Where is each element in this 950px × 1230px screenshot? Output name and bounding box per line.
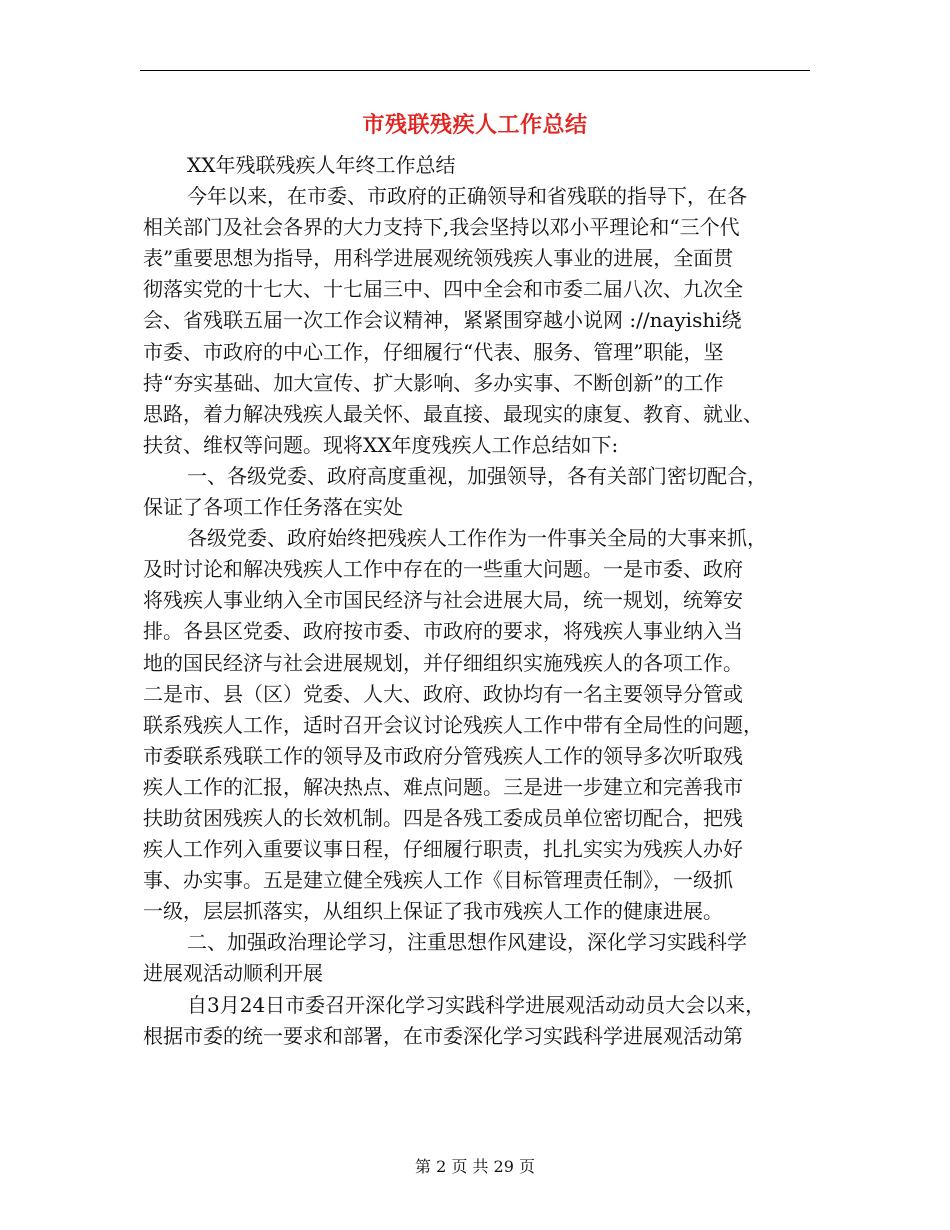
document-body	[143, 150, 815, 1052]
paragraph-line: 市委、市政府的中心工作，仔细履行“代表、服务、管理”职能，坚	[143, 339, 724, 364]
page-number-footer: 第 2 页 共 29 页	[415, 1157, 535, 1176]
paragraph-line: 将残疾人事业纳入全市国民经济与社会进展大局，统一规划，统筹安	[143, 588, 743, 613]
document-title: 市残联残疾人工作总结	[362, 112, 588, 138]
section-heading-line: 一、各级党委、政府高度重视，加强领导，各有关部门密切配合，	[187, 463, 767, 488]
paragraph-line: 根据市委的统一要求和部署，在市委深化学习实践科学进展观活动第	[143, 1023, 743, 1048]
paragraph-line: 事、办实事。五是建立健全残疾人工作《目标管理责任制》，一级抓	[143, 868, 733, 893]
paragraph-line: 一级，层层抓落实，从组织上保证了我市残疾人工作的健康进展。	[143, 899, 723, 924]
paragraph-line: 持“夯实基础、加大宣传、扩大影响、多办实事、不断创新”的工作	[143, 370, 724, 395]
paragraph-line: 联系残疾人工作，适时召开会议讨论残疾人工作中带有全局性的问题，	[143, 712, 763, 737]
paragraph-line: 疾人工作列入重要议事日程，仔细履行职责，扎扎实实为残疾人办好	[143, 837, 743, 862]
paragraph-line: 地的国民经济与社会进展规划，并仔细组织实施残疾人的各项工作。	[143, 650, 743, 675]
subtitle-line: XX年残联残疾人年终工作总结	[187, 153, 456, 177]
paragraph-line: 扶贫、维权等问题。现将XX年度残疾人工作总结如下:	[143, 432, 619, 457]
paragraph-line: 排。各县区党委、政府按市委、市政府的要求，将残疾人事业纳入当	[143, 619, 743, 644]
section-heading-line: 二、加强政治理论学习，注重思想作风建设，深化学习实践科学	[187, 930, 747, 955]
paragraph-line: 自3月24日市委召开深化学习实践科学进展观活动动员大会以来，	[187, 992, 766, 1017]
paragraph-line: 会、省残联五届一次工作会议精神，紧紧围穿越小说网 ://nayishi绕	[143, 308, 742, 333]
paragraph-line: 疾人工作的汇报，解决热点、难点问题。三是进一步建立和完善我市	[143, 774, 743, 799]
paragraph-line: 相关部门及社会各界的大力支持下,我会坚持以邓小平理论和“三个代	[143, 215, 740, 240]
paragraph-line: 扶助贫困残疾人的长效机制。四是各残工委成员单位密切配合，把残	[143, 805, 743, 830]
paragraph-line: 及时讨论和解决残疾人工作中存在的一些重大问题。一是市委、政府	[143, 557, 743, 582]
header-rule	[140, 70, 810, 71]
paragraph-line: 彻落实党的十七大、十七届三中、四中全会和市委二届八次、九次全	[143, 277, 743, 302]
paragraph-line: 市委联系残联工作的领导及市政府分管残疾人工作的领导多次听取残	[143, 743, 743, 768]
paragraph-line: 思路，着力解决残疾人最关怀、最直接、最现实的康复、教育、就业、	[143, 401, 763, 426]
paragraph-line: 二是市、县（区）党委、人大、政府、政协均有一名主要领导分管或	[143, 681, 743, 706]
paragraph-line: 各级党委、政府始终把残疾人工作作为一件事关全局的大事来抓，	[187, 526, 767, 551]
paragraph-line: 表”重要思想为指导，用科学进展观统领残疾人事业的进展，全面贯	[143, 246, 734, 271]
section-heading-line: 进展观活动顺利开展	[143, 961, 323, 986]
paragraph-line: 今年以来，在市委、市政府的正确领导和省残联的指导下，在各	[187, 184, 747, 209]
section-heading-line: 保证了各项工作任务落在实处	[143, 495, 403, 520]
